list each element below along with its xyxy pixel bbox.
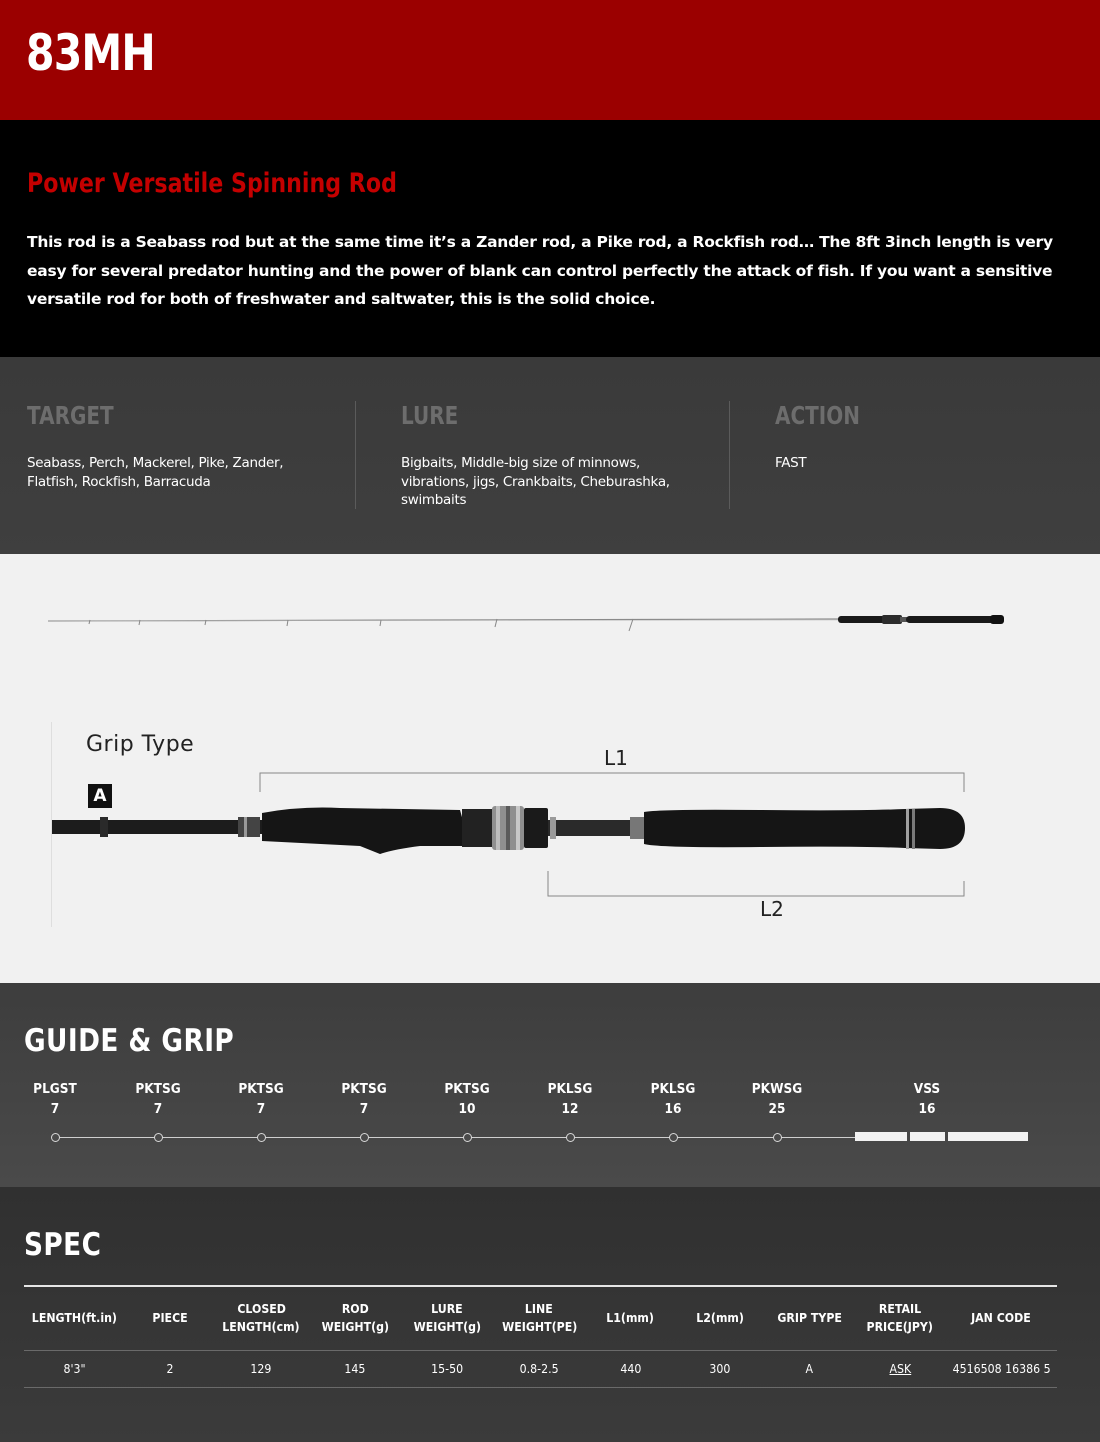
spec-row <box>24 1350 1057 1387</box>
guide-size: 7 <box>153 1101 163 1117</box>
rod-subtitle: Power Versatile Spinning Rod <box>27 168 397 199</box>
guide-type: PKTSG <box>341 1081 387 1097</box>
attributes-section <box>0 357 1100 554</box>
col-l1: L1(mm) <box>586 1286 675 1350</box>
spec-title: SPEC <box>24 1227 102 1263</box>
col-closed-length: CLOSED LENGTH(cm) <box>214 1286 309 1350</box>
guide-size: 7 <box>50 1101 60 1117</box>
guide-type: PKLSG <box>547 1081 593 1097</box>
guide-item <box>15 1079 95 1119</box>
reel-seat-size: 16 <box>918 1101 936 1117</box>
full-rod-image <box>0 584 1100 704</box>
guide-size: 25 <box>768 1101 786 1117</box>
model-header <box>0 0 1100 120</box>
grip-image <box>0 754 1100 954</box>
guide-size: 7 <box>359 1101 369 1117</box>
col-lure-weight: LURE WEIGHT(g) <box>402 1286 493 1350</box>
l2-label: L2 <box>760 897 784 921</box>
guide-marker <box>51 1133 60 1142</box>
guide-size: 10 <box>458 1101 476 1117</box>
guide-size: 16 <box>664 1101 682 1117</box>
guide-type: PLGST <box>33 1081 77 1097</box>
col-jan-code: JAN CODE <box>946 1286 1057 1350</box>
attr-target-label: TARGET <box>27 401 114 430</box>
spec-l1: 440 <box>586 1350 675 1387</box>
attr-action-value: FAST <box>775 455 807 471</box>
reel-seat-type: VSS <box>913 1081 941 1097</box>
spec-rod-weight: 145 <box>309 1350 402 1387</box>
guide-line <box>55 1137 855 1138</box>
col-grip-type: GRIP TYPE <box>764 1286 855 1350</box>
guide-size: 12 <box>561 1101 579 1117</box>
spec-piece: 2 <box>126 1350 214 1387</box>
grip-type-title: Grip Type <box>86 732 195 757</box>
col-l2: L2(mm) <box>675 1286 764 1350</box>
guide-marker <box>566 1133 575 1142</box>
guide-item <box>118 1079 198 1119</box>
guide-size: 7 <box>256 1101 266 1117</box>
guide-marker <box>257 1133 266 1142</box>
col-retail-price: RETAIL PRICE(JPY) <box>855 1286 946 1350</box>
guide-item <box>737 1079 817 1119</box>
grip-type-badge: A <box>88 784 112 808</box>
attr-target-value: Seabass, Perch, Mackerel, Pike, Zander, Flatfish, Rockfish, Barracuda <box>27 455 284 490</box>
spec-header-row <box>24 1286 1057 1350</box>
reel-seat-item <box>887 1079 967 1119</box>
attr-lure-label: LURE <box>401 401 459 430</box>
attr-divider <box>355 401 356 509</box>
guide-grip-section <box>0 983 1100 1187</box>
spec-l2: 300 <box>675 1350 764 1387</box>
guide-type: PKTSG <box>238 1081 284 1097</box>
guide-marker <box>773 1133 782 1142</box>
attr-lure-value: Bigbaits, Middle-big size of minnows, vibrations, jigs, Crankbaits, Cheburashka, swimbaits <box>401 455 670 508</box>
guide-item <box>633 1079 713 1119</box>
guide-marker <box>669 1133 678 1142</box>
l1-label: L1 <box>604 746 628 770</box>
guide-type: PKTSG <box>444 1081 490 1097</box>
guide-item <box>530 1079 610 1119</box>
guide-marker <box>154 1133 163 1142</box>
guide-item <box>324 1079 404 1119</box>
rod-image-section <box>0 554 1100 983</box>
attr-divider <box>729 401 730 509</box>
grip-bar-segment <box>910 1132 945 1141</box>
guide-grip-title: GUIDE & GRIP <box>24 1023 235 1059</box>
col-rod-weight: ROD WEIGHT(g) <box>309 1286 402 1350</box>
spec-lure-weight: 15-50 <box>402 1350 493 1387</box>
rod-description: This rod is a Seabass rod but at the same time it’s a Zander rod, a Pike rod, a Rockfish rod… The 8ft 3inch length is very easy for several predator hunting and the power of blank can control perfectly the attack of fish. If you want a sensitive versatile rod for both of freshwater and saltwater, this is the solid choice. <box>27 233 1053 308</box>
guide-marker <box>463 1133 472 1142</box>
col-piece: PIECE <box>126 1286 214 1350</box>
guide-item <box>221 1079 301 1119</box>
col-line-weight: LINE WEIGHT(PE) <box>493 1286 586 1350</box>
ask-price-link[interactable]: ASK <box>889 1361 912 1376</box>
attr-action-label: ACTION <box>775 401 860 430</box>
spec-line-weight: 0.8-2.5 <box>493 1350 586 1387</box>
guide-type: PKWSG <box>751 1081 803 1097</box>
guide-marker <box>360 1133 369 1142</box>
spec-section <box>0 1187 1100 1442</box>
spec-length: 8'3" <box>24 1350 126 1387</box>
spec-closed-length: 129 <box>214 1350 309 1387</box>
col-length: LENGTH(ft.in) <box>24 1286 126 1350</box>
guide-type: PKTSG <box>135 1081 181 1097</box>
spec-table <box>24 1285 1057 1388</box>
guide-type: PKLSG <box>650 1081 696 1097</box>
spec-grip-type: A <box>764 1350 855 1387</box>
model-name: 83MH <box>26 24 155 82</box>
intro-section <box>0 120 1100 357</box>
grip-bar-segment <box>948 1132 1028 1141</box>
grip-bar-segment <box>855 1132 907 1141</box>
spec-retail-price <box>855 1350 946 1387</box>
spec-jan-code: 4516508 16386 5 <box>946 1350 1057 1387</box>
guide-item <box>427 1079 507 1119</box>
